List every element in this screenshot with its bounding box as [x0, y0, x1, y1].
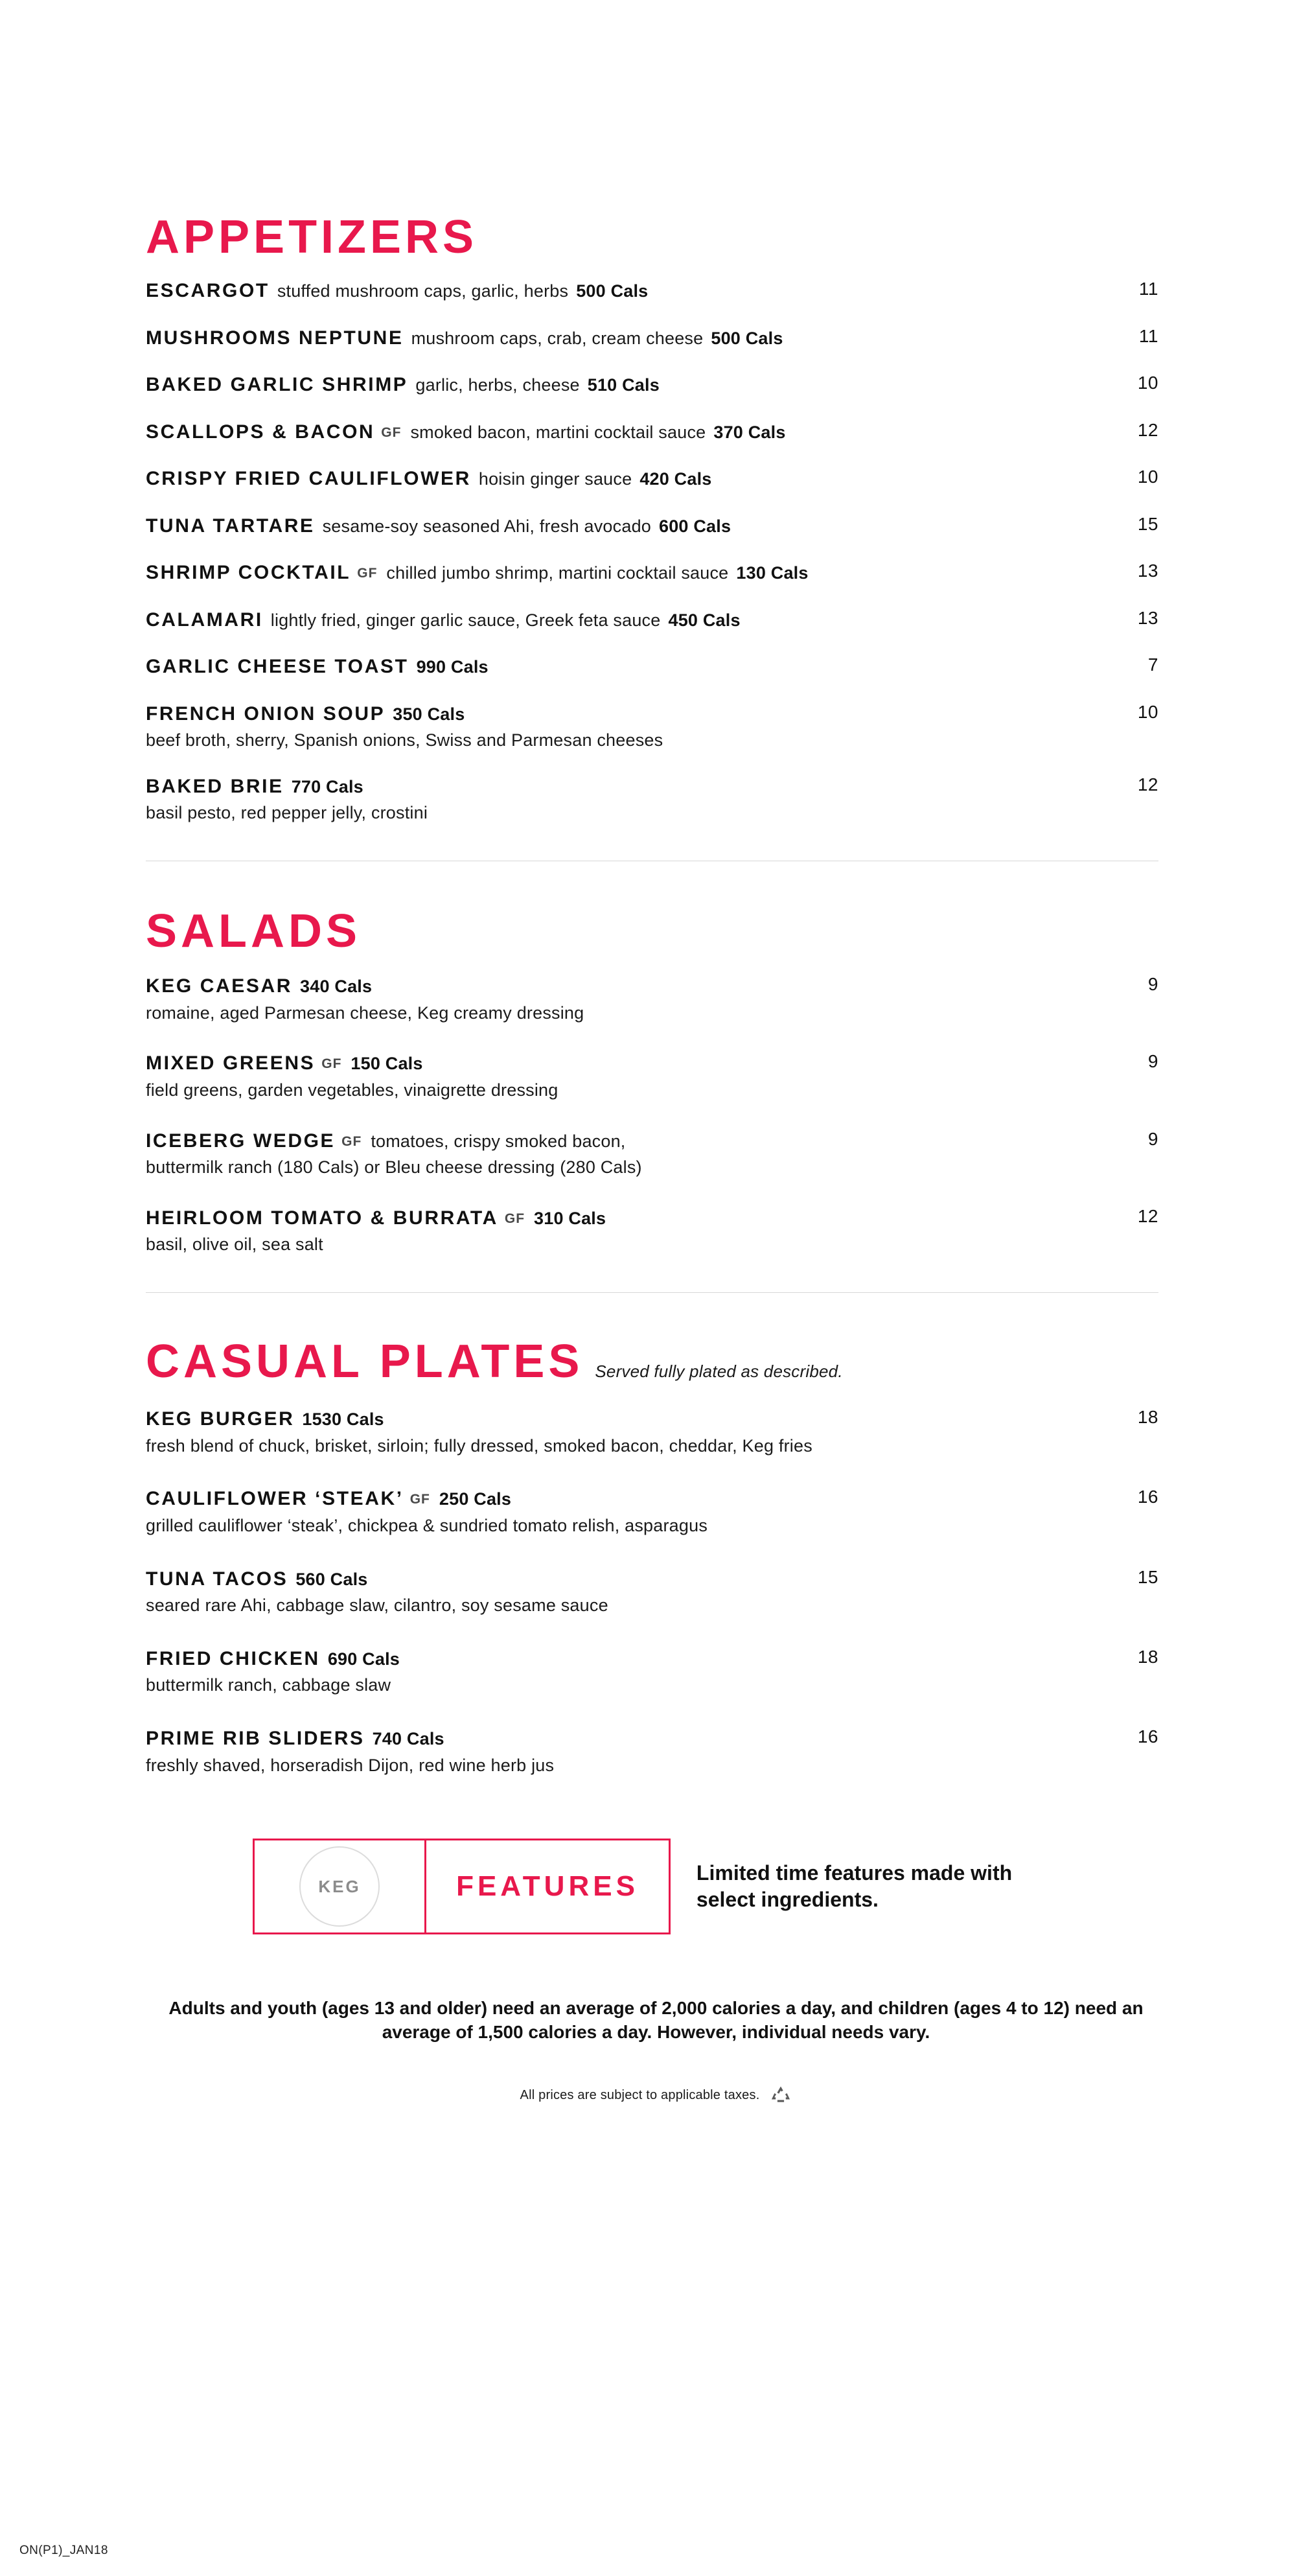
item-description: stuffed mushroom caps, garlic, herbs — [277, 281, 569, 301]
item-calories: 370 Cals — [713, 422, 786, 442]
item-price: 12 — [1137, 419, 1158, 440]
item-line — [146, 279, 1166, 303]
item-line — [146, 974, 1166, 999]
item-subdescription: basil pesto, red pepper jelly, crostini — [146, 803, 428, 823]
item-price: 10 — [1137, 373, 1158, 393]
item-name: PRIME RIB SLIDERS — [146, 1728, 365, 1749]
item-line — [146, 1407, 1166, 1432]
menu-item[interactable] — [146, 1206, 1166, 1256]
item-subdescription: freshly shaved, horseradish Dijon, red wine herb jus — [146, 1755, 555, 1775]
item-price: 12 — [1137, 1205, 1158, 1226]
item-line — [146, 655, 1166, 679]
menu-item[interactable] — [146, 1407, 1166, 1457]
section-note: Served fully plated as described. — [595, 1362, 843, 1381]
item-calories: 770 Cals — [291, 776, 363, 796]
item-name: BAKED GARLIC SHRIMP — [146, 374, 408, 395]
item-name: KEG BURGER — [146, 1408, 295, 1430]
gluten-free-badge: GF — [381, 424, 402, 440]
item-name: BAKED BRIE — [146, 775, 284, 797]
item-calories: 500 Cals — [711, 328, 783, 348]
item-line — [146, 608, 1166, 632]
item-price: 16 — [1137, 1726, 1158, 1746]
calorie-disclaimer: Adults and youth (ages 13 and older) need an average of 2,000 calories a day, and children (ages 4 to 12) need an average of 1,500 calories a day. However, individual needs vary. — [168, 1998, 1144, 2042]
document-code: ON(P1)_JAN18 — [19, 2544, 108, 2557]
gluten-free-badge: GF — [357, 566, 378, 581]
menu-item[interactable] — [146, 702, 1166, 752]
menu-item[interactable] — [146, 974, 1166, 1024]
menu-item[interactable] — [146, 279, 1166, 303]
item-price: 18 — [1137, 1646, 1158, 1667]
tax-disclaimer-row — [146, 2084, 1166, 2106]
item-line — [146, 702, 1166, 726]
item-line — [146, 774, 1166, 799]
item-name: FRIED CHICKEN — [146, 1647, 320, 1669]
item-price: 16 — [1137, 1487, 1158, 1507]
menu-item[interactable] — [146, 608, 1166, 632]
item-name: MIXED GREENS — [146, 1052, 316, 1074]
item-calories: 500 Cals — [576, 281, 649, 301]
item-line — [146, 1487, 1166, 1511]
keg-logo-text: KEG — [299, 1846, 380, 1927]
item-calories: 510 Cals — [587, 375, 660, 395]
item-line — [146, 326, 1166, 351]
item-line — [146, 1647, 1166, 1671]
features-badge — [253, 1839, 671, 1934]
menu-item[interactable] — [146, 1129, 1166, 1179]
gluten-free-badge: GF — [409, 1492, 430, 1507]
item-subdescription: fresh blend of chuck, brisket, sirloin; fully dressed, smoked bacon, cheddar, Keg fries — [146, 1435, 812, 1456]
item-subdescription: beef broth, sherry, Spanish onions, Swiss and Parmesan cheeses — [146, 730, 663, 750]
item-description: garlic, herbs, cheese — [415, 375, 580, 395]
item-calories: 310 Cals — [534, 1208, 606, 1228]
menu-item[interactable] — [146, 326, 1166, 351]
menu-item[interactable] — [146, 561, 1166, 585]
item-subdescription: buttermilk ranch, cabbage slaw — [146, 1675, 391, 1695]
menu-item[interactable] — [146, 774, 1166, 824]
menu-item[interactable] — [146, 467, 1166, 491]
item-calories: 150 Cals — [351, 1054, 423, 1074]
gluten-free-badge: GF — [321, 1056, 342, 1072]
item-name: TUNA TARTARE — [146, 515, 315, 537]
item-line — [146, 1129, 1166, 1154]
section-title-appetizers: APPETIZERS — [146, 211, 478, 263]
item-price: 10 — [1137, 467, 1158, 487]
item-subdescription: seared rare Ahi, cabbage slaw, cilantro, soy sesame sauce — [146, 1595, 608, 1615]
item-calories: 560 Cals — [295, 1569, 368, 1589]
item-name: CAULIFLOWER ‘STEAK’ — [146, 1488, 404, 1510]
item-calories: 990 Cals — [416, 657, 489, 677]
tax-disclaimer-text: All prices are subject to applicable taxes. — [520, 2087, 760, 2102]
casual-plates-heading-wrap — [146, 1293, 1166, 1385]
item-name: HEIRLOOM TOMATO & BURRATA — [146, 1207, 498, 1229]
item-line — [146, 1567, 1166, 1592]
item-name: SCALLOPS & BACON — [146, 421, 375, 443]
item-price: 12 — [1137, 774, 1158, 795]
item-price: 9 — [1147, 1128, 1158, 1149]
menu-item[interactable] — [146, 420, 1166, 445]
menu-item[interactable] — [146, 1487, 1166, 1537]
menu-item[interactable] — [146, 1051, 1166, 1101]
item-description: hoisin ginger sauce — [478, 469, 632, 489]
item-name: CALAMARI — [146, 609, 263, 631]
appetizers-list — [146, 279, 1166, 824]
recycle-icon — [770, 2084, 792, 2106]
item-line — [146, 514, 1166, 539]
item-calories: 250 Cals — [439, 1489, 512, 1509]
item-name: KEG CAESAR — [146, 975, 293, 997]
item-line — [146, 1726, 1166, 1751]
item-description: mushroom caps, crab, cream cheese — [411, 328, 704, 348]
item-name: ESCARGOT — [146, 280, 270, 301]
item-price: 18 — [1137, 1407, 1158, 1427]
menu-item[interactable] — [146, 1567, 1166, 1617]
section-title-casual-plates: CASUAL PLATES — [146, 1336, 584, 1387]
menu-item[interactable] — [146, 514, 1166, 539]
item-name: SHRIMP COCKTAIL — [146, 562, 351, 583]
item-subdescription: basil, olive oil, sea salt — [146, 1235, 323, 1255]
item-calories: 1530 Cals — [302, 1410, 384, 1429]
item-line — [146, 373, 1166, 397]
item-line — [146, 1206, 1166, 1231]
item-subdescription: buttermilk ranch (180 Cals) or Bleu cheese dressing (280 Cals) — [146, 1157, 642, 1177]
section-title-salads: SALADS — [146, 905, 362, 957]
item-price: 10 — [1137, 701, 1158, 722]
item-name: FRENCH ONION SOUP — [146, 702, 386, 725]
appetizers-heading-wrap — [146, 0, 1166, 261]
item-line — [146, 467, 1166, 491]
gluten-free-badge: GF — [504, 1211, 525, 1226]
item-calories: 340 Cals — [300, 977, 373, 996]
salads-heading-wrap — [146, 861, 1166, 955]
item-calories: 600 Cals — [659, 516, 731, 536]
item-price: 15 — [1137, 1566, 1158, 1587]
item-price: 11 — [1138, 279, 1158, 299]
salads-list — [146, 974, 1166, 1256]
item-description: lightly fried, ginger garlic sauce, Greek feta sauce — [270, 610, 661, 630]
item-calories: 740 Cals — [372, 1729, 444, 1748]
features-block — [146, 1839, 1166, 1934]
gluten-free-badge: GF — [341, 1133, 362, 1149]
item-price: 9 — [1147, 974, 1158, 994]
menu-item[interactable] — [146, 655, 1166, 679]
item-price: 13 — [1137, 561, 1158, 581]
item-price: 15 — [1137, 513, 1158, 534]
item-calories: 450 Cals — [668, 610, 741, 630]
item-name: GARLIC CHEESE TOAST — [146, 656, 409, 677]
item-subdescription: field greens, garden vegetables, vinaigrette dressing — [146, 1080, 558, 1100]
item-description: chilled jumbo shrimp, martini cocktail sauce — [386, 563, 729, 583]
menu-item[interactable] — [146, 1726, 1166, 1776]
item-calories: 130 Cals — [736, 563, 809, 583]
casual-plates-list — [146, 1407, 1166, 1776]
item-subdescription: grilled cauliflower ‘steak’, chickpea & sundried tomato relish, asparagus — [146, 1515, 708, 1535]
item-price: 7 — [1147, 655, 1158, 675]
item-price: 9 — [1147, 1051, 1158, 1072]
features-caption: Limited time features made with select ingredients. — [696, 1861, 1013, 1912]
item-name: CRISPY FRIED CAULIFLOWER — [146, 468, 471, 489]
item-name: MUSHROOMS NEPTUNE — [146, 327, 404, 349]
item-description: smoked bacon, martini cocktail sauce — [410, 422, 706, 442]
item-price: 13 — [1137, 607, 1158, 628]
menu-item[interactable] — [146, 1647, 1166, 1697]
item-description: sesame-soy seasoned Ahi, fresh avocado — [322, 516, 651, 536]
item-calories: 690 Cals — [327, 1649, 400, 1669]
keg-logo — [255, 1840, 426, 1932]
item-line — [146, 1051, 1166, 1076]
item-name: ICEBERG WEDGE — [146, 1130, 336, 1152]
item-calories: 420 Cals — [639, 469, 712, 489]
menu-item[interactable] — [146, 373, 1166, 397]
item-price: 11 — [1138, 325, 1158, 346]
item-name: TUNA TACOS — [146, 1568, 288, 1590]
item-description: tomatoes, crispy smoked bacon, — [371, 1131, 626, 1151]
item-calories: 350 Cals — [393, 704, 465, 724]
features-label: FEATURES — [456, 1870, 639, 1903]
item-line — [146, 420, 1166, 445]
item-subdescription: romaine, aged Parmesan cheese, Keg creamy dressing — [146, 1003, 584, 1023]
item-line — [146, 561, 1166, 585]
